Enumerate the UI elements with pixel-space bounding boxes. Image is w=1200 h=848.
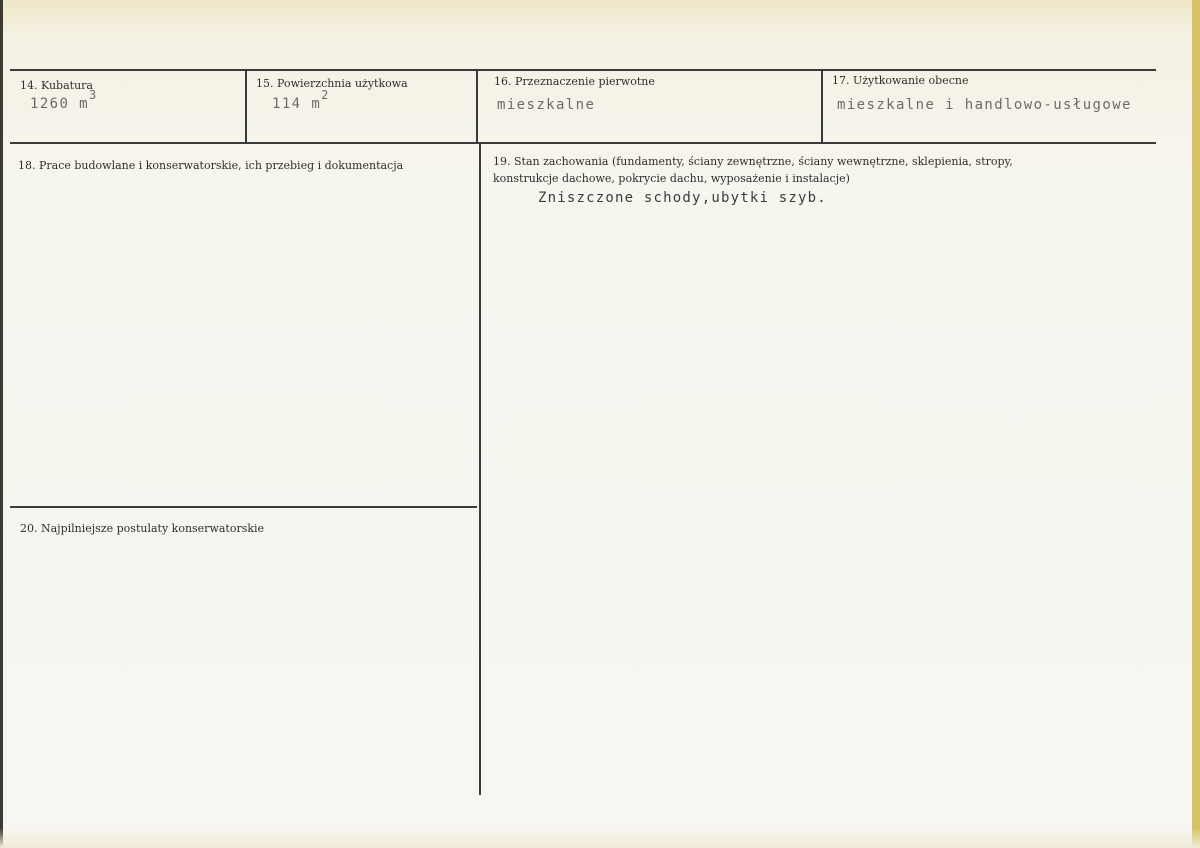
field-powierzchnia-label: 15. Powierzchnia użytkowa	[256, 77, 408, 90]
field-kubatura-label: 14. Kubatura	[20, 79, 93, 92]
field-stan-zachowania-value: Zniszczone schody,ubytki szyb.	[538, 190, 827, 206]
field-kubatura-value: 1260 m3	[30, 88, 97, 112]
field-przeznaczenie-value: mieszkalne	[497, 97, 596, 113]
unit-exponent: 3	[88, 88, 97, 102]
scan-edge-right	[1192, 0, 1200, 848]
col-divider-16-17	[821, 70, 823, 144]
field-uzytkowanie-label: 17. Użytkowanie obecne	[832, 74, 969, 87]
field-stan-zachowania-label-line2: konstrukcje dachowe, pokrycie dachu, wyposażenie i instalacje)	[493, 172, 850, 185]
field-powierzchnia-value: 114 m2	[272, 88, 329, 112]
field-postulaty-label: 20. Najpilniejsze postulaty konserwatorskie	[20, 522, 265, 535]
col-divider-14-15	[245, 70, 247, 144]
field-przeznaczenie-label: 16. Przeznaczenie pierwotne	[494, 75, 655, 88]
col-divider-main	[479, 143, 481, 795]
field-uzytkowanie-value: mieszkalne i handlowo-usługowe	[837, 97, 1132, 113]
field-stan-zachowania-label-line1: 19. Stan zachowania (fundamenty, ściany zewnętrzne, ściany wewnętrzne, sklepienia, stropy,	[493, 155, 1013, 168]
top-rule	[10, 69, 1156, 71]
field-prace-budowlane-label: 18. Prace budowlane i konserwatorskie, ich przebieg i dokumentacja	[18, 159, 404, 172]
row-divider	[10, 142, 1156, 144]
scan-edge-left	[0, 0, 3, 848]
unit-exponent: 2	[321, 88, 329, 102]
scan-edge-bottom	[0, 828, 1200, 848]
col-divider-15-16	[476, 70, 478, 144]
section-divider-18-20	[10, 506, 477, 508]
